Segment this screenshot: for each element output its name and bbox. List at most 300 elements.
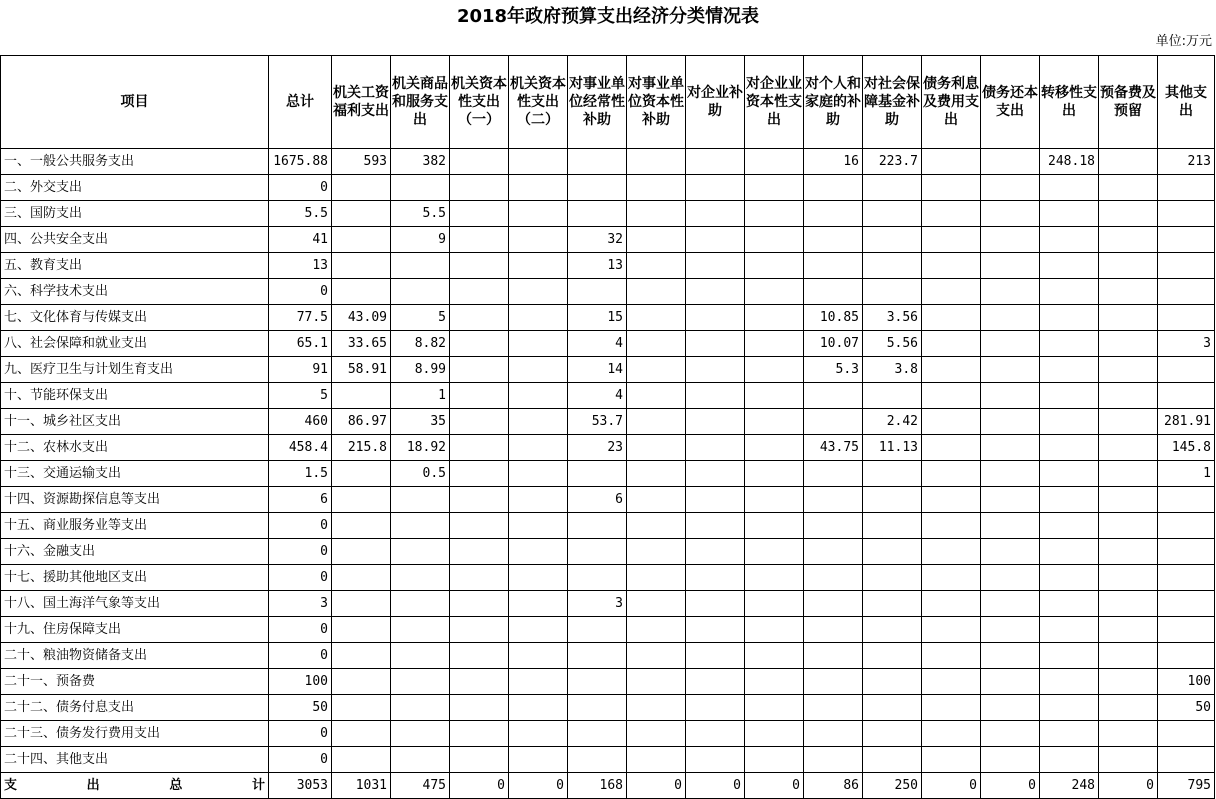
table-row [1,695,1215,721]
table-cell [391,591,450,617]
table-cell [745,201,804,227]
table-cell [627,617,686,643]
table-cell [450,279,509,305]
table-cell [1040,435,1099,461]
table-cell [1040,409,1099,435]
table-cell: 33.65 [332,331,391,357]
table-cell [391,643,450,669]
table-row [1,669,1215,695]
table-cell [568,695,627,721]
table-cell [509,565,568,591]
table-cell: 145.8 [1158,435,1215,461]
table-cell [745,279,804,305]
table-cell [804,617,863,643]
table-cell [981,279,1040,305]
table-cell [627,513,686,539]
table-cell [686,331,745,357]
column-header: 机关资本性支出（一） [450,56,509,149]
table-cell [509,149,568,175]
total-cell: 795 [1158,773,1215,799]
table-cell [686,149,745,175]
table-cell: 2.42 [863,409,922,435]
page-title: 2018年政府预算支出经济分类情况表 [456,6,760,27]
table-cell [1158,383,1215,409]
table-cell [981,461,1040,487]
table-cell [450,201,509,227]
table-cell [1099,669,1158,695]
table-cell [745,253,804,279]
table-cell [509,253,568,279]
table-cell: 8.82 [391,331,450,357]
table-cell [568,721,627,747]
column-header: 机关工资福利支出 [332,56,391,149]
table-cell [745,409,804,435]
table-cell [922,695,981,721]
column-header: 预备费及预留 [1099,56,1158,149]
table-cell [509,175,568,201]
table-cell [981,591,1040,617]
table-row [1,747,1215,773]
total-cell: 0 [922,773,981,799]
table-cell [745,695,804,721]
table-cell [686,695,745,721]
table-cell: 0 [269,617,332,643]
table-body [1,149,1215,799]
table-cell [332,487,391,513]
column-header: 对社会保障基金补助 [863,56,922,149]
table-cell [1158,279,1215,305]
table-cell [332,747,391,773]
row-label: 十四、资源勘探信息等支出 [1,487,269,513]
table-cell [627,201,686,227]
row-label: 八、社会保障和就业支出 [1,331,269,357]
table-cell [1099,383,1158,409]
table-cell [804,175,863,201]
total-cell: 168 [568,773,627,799]
table-cell [745,669,804,695]
table-row [1,409,1215,435]
table-cell [450,253,509,279]
table-cell [1040,253,1099,279]
table-cell [450,435,509,461]
table-cell: 18.92 [391,435,450,461]
table-cell [1040,721,1099,747]
table-cell [981,617,1040,643]
table-cell [1040,591,1099,617]
column-header: 机关商品和服务支出 [391,56,450,149]
table-cell: 458.4 [269,435,332,461]
table-cell [863,461,922,487]
table-cell: 10.85 [804,305,863,331]
table-cell [745,617,804,643]
table-cell [627,539,686,565]
row-label: 九、医疗卫生与计划生育支出 [1,357,269,383]
table-row [1,617,1215,643]
total-cell: 475 [391,773,450,799]
table-row [1,643,1215,669]
table-cell: 1 [1158,461,1215,487]
table-cell [863,695,922,721]
table-cell [332,591,391,617]
table-cell [804,201,863,227]
table-cell [686,643,745,669]
table-cell [804,409,863,435]
table-row [1,175,1215,201]
table-cell [391,721,450,747]
table-cell [450,643,509,669]
table-cell [509,227,568,253]
table-cell [627,747,686,773]
table-cell [863,591,922,617]
table-cell: 3.56 [863,305,922,331]
table-cell [1040,331,1099,357]
table-cell [863,643,922,669]
table-cell [863,539,922,565]
table-cell: 16 [804,149,863,175]
table-cell [568,747,627,773]
table-cell [509,695,568,721]
table-cell [804,565,863,591]
table-cell [686,565,745,591]
table-cell: 8.99 [391,357,450,383]
table-cell [1158,539,1215,565]
table-cell [981,175,1040,201]
table-row [1,357,1215,383]
table-cell [1158,513,1215,539]
table-cell [627,565,686,591]
table-cell [922,539,981,565]
table-row [1,591,1215,617]
unit-label: 单位:万元 [1155,34,1212,49]
total-cell: 248 [1040,773,1099,799]
table-cell [627,357,686,383]
table-cell [981,331,1040,357]
table-cell: 0.5 [391,461,450,487]
row-label: 二十三、债务发行费用支出 [1,721,269,747]
table-cell [686,279,745,305]
table-row [1,227,1215,253]
table-cell [509,513,568,539]
table-cell [568,539,627,565]
table-cell [568,175,627,201]
table-cell: 281.91 [1158,409,1215,435]
row-label: 六、科学技术支出 [1,279,269,305]
table-cell: 15 [568,305,627,331]
table-cell [863,253,922,279]
table-cell [1040,695,1099,721]
table-row [1,279,1215,305]
table-cell [922,175,981,201]
table-cell [863,617,922,643]
table-row [1,539,1215,565]
table-cell [450,513,509,539]
table-row [1,331,1215,357]
table-row [1,201,1215,227]
header-row [1,56,1215,149]
table-cell [509,279,568,305]
table-cell [922,721,981,747]
table-cell [745,383,804,409]
table-cell: 460 [269,409,332,435]
table-cell [922,747,981,773]
table-cell [922,227,981,253]
table-cell [1040,617,1099,643]
table-cell [450,409,509,435]
total-cell: 86 [804,773,863,799]
row-label: 十三、交通运输支出 [1,461,269,487]
table-cell [686,175,745,201]
table-cell: 65.1 [269,331,332,357]
table-cell [981,357,1040,383]
table-cell [627,409,686,435]
table-row [1,513,1215,539]
table-cell [450,357,509,383]
table-cell: 1 [391,383,450,409]
table-cell [1099,591,1158,617]
table-cell [1040,747,1099,773]
table-cell [450,149,509,175]
table-cell [450,565,509,591]
table-cell [863,383,922,409]
table-cell [1158,721,1215,747]
table-cell [745,643,804,669]
table-cell: 14 [568,357,627,383]
column-header: 机关资本性支出（二） [509,56,568,149]
table-cell [1099,487,1158,513]
table-cell: 5.56 [863,331,922,357]
row-label: 十二、农林水支出 [1,435,269,461]
table-cell [1040,487,1099,513]
total-cell: 0 [686,773,745,799]
table-cell [391,279,450,305]
table-cell [450,669,509,695]
table-cell: 23 [568,435,627,461]
table-cell: 100 [269,669,332,695]
table-cell [1040,643,1099,669]
table-cell [922,383,981,409]
table-cell: 6 [269,487,332,513]
total-label-char: 总 [169,778,183,793]
table-cell: 53.7 [568,409,627,435]
table-cell [804,721,863,747]
table-cell [391,695,450,721]
table-cell [922,331,981,357]
column-header: 总计 [269,56,332,149]
column-header: 债务利息及费用支出 [922,56,981,149]
table-cell [568,279,627,305]
table-cell [450,721,509,747]
table-cell [450,695,509,721]
table-cell [627,695,686,721]
table-cell [922,513,981,539]
table-cell [1099,747,1158,773]
row-label: 二十、粮油物资储备支出 [1,643,269,669]
table-cell [1099,643,1158,669]
table-cell [509,721,568,747]
table-cell: 5.3 [804,357,863,383]
table-cell [1158,487,1215,513]
table-cell [1158,201,1215,227]
table-cell: 4 [568,383,627,409]
table-cell [804,747,863,773]
table-cell [686,617,745,643]
table-cell [1158,591,1215,617]
table-cell [804,487,863,513]
table-cell [922,357,981,383]
table-cell: 13 [269,253,332,279]
column-header: 对企业业资本性支出 [745,56,804,149]
table-cell [391,747,450,773]
table-cell [1158,565,1215,591]
total-cell: 0 [745,773,804,799]
table-cell [509,747,568,773]
table-cell [332,643,391,669]
table-cell [332,383,391,409]
table-cell [332,253,391,279]
table-cell: 10.07 [804,331,863,357]
table-cell [391,175,450,201]
table-cell [981,383,1040,409]
table-cell [745,513,804,539]
row-label: 二、外交支出 [1,175,269,201]
table-cell [686,305,745,331]
budget-table [0,55,1215,799]
table-cell [1158,227,1215,253]
table-cell: 43.09 [332,305,391,331]
table-cell [922,617,981,643]
table-cell [981,513,1040,539]
table-cell [332,201,391,227]
table-cell [981,227,1040,253]
table-cell: 0 [269,565,332,591]
table-cell [1040,175,1099,201]
table-cell: 35 [391,409,450,435]
table-cell [627,487,686,513]
table-cell: 1675.88 [269,149,332,175]
column-header: 债务还本支出 [981,56,1040,149]
table-cell [686,253,745,279]
table-cell: 5 [391,305,450,331]
table-cell [686,747,745,773]
table-cell [863,227,922,253]
table-cell [627,435,686,461]
table-cell [804,591,863,617]
table-cell [509,357,568,383]
table-cell [686,513,745,539]
table-cell: 593 [332,149,391,175]
table-cell [1099,513,1158,539]
table-cell [981,747,1040,773]
table-cell [332,539,391,565]
table-cell [745,721,804,747]
table-cell [627,227,686,253]
table-cell [391,565,450,591]
row-label: 二十二、债务付息支出 [1,695,269,721]
table-cell: 0 [269,721,332,747]
table-cell [745,175,804,201]
table-cell [450,331,509,357]
table-cell [745,149,804,175]
table-cell [863,175,922,201]
table-cell [981,643,1040,669]
table-cell [568,461,627,487]
table-cell [391,513,450,539]
table-cell [804,643,863,669]
table-cell: 77.5 [269,305,332,331]
table-cell [1099,175,1158,201]
table-cell [863,565,922,591]
column-header: 其他支出 [1158,56,1215,149]
table-cell [981,435,1040,461]
table-cell [627,175,686,201]
table-cell [686,383,745,409]
table-cell: 0 [269,539,332,565]
table-cell [332,565,391,591]
table-cell [922,461,981,487]
table-cell [450,747,509,773]
table-cell: 223.7 [863,149,922,175]
table-row [1,435,1215,461]
table-cell [745,487,804,513]
table-cell [568,513,627,539]
table-cell [332,513,391,539]
row-label: 二十一、预备费 [1,669,269,695]
table-cell [332,175,391,201]
table-cell [922,487,981,513]
table-cell [1099,201,1158,227]
table-cell [922,435,981,461]
table-cell: 13 [568,253,627,279]
table-cell [509,461,568,487]
table-cell [981,539,1040,565]
column-header: 对事业单位经常性补助 [568,56,627,149]
table-cell: 3.8 [863,357,922,383]
table-cell: 0 [269,279,332,305]
table-cell [1099,279,1158,305]
table-cell [332,461,391,487]
table-cell [686,435,745,461]
table-cell: 5.5 [391,201,450,227]
table-cell: 5 [269,383,332,409]
table-cell [332,279,391,305]
table-cell: 3 [568,591,627,617]
table-cell [332,669,391,695]
table-cell: 0 [269,175,332,201]
table-cell [391,487,450,513]
table-cell [627,591,686,617]
table-cell [332,617,391,643]
table-cell [627,305,686,331]
total-cell: 0 [509,773,568,799]
table-cell [450,487,509,513]
table-cell [509,591,568,617]
table-cell [981,409,1040,435]
table-cell [981,305,1040,331]
table-cell [1158,357,1215,383]
row-label: 七、文化体育与传媒支出 [1,305,269,331]
table-cell [804,539,863,565]
table-cell [568,617,627,643]
table-cell [1099,331,1158,357]
row-label: 二十四、其他支出 [1,747,269,773]
table-cell [450,617,509,643]
table-cell [509,435,568,461]
table-row [1,383,1215,409]
table-cell [922,149,981,175]
table-cell [1158,253,1215,279]
table-cell: 43.75 [804,435,863,461]
table-cell [1040,539,1099,565]
